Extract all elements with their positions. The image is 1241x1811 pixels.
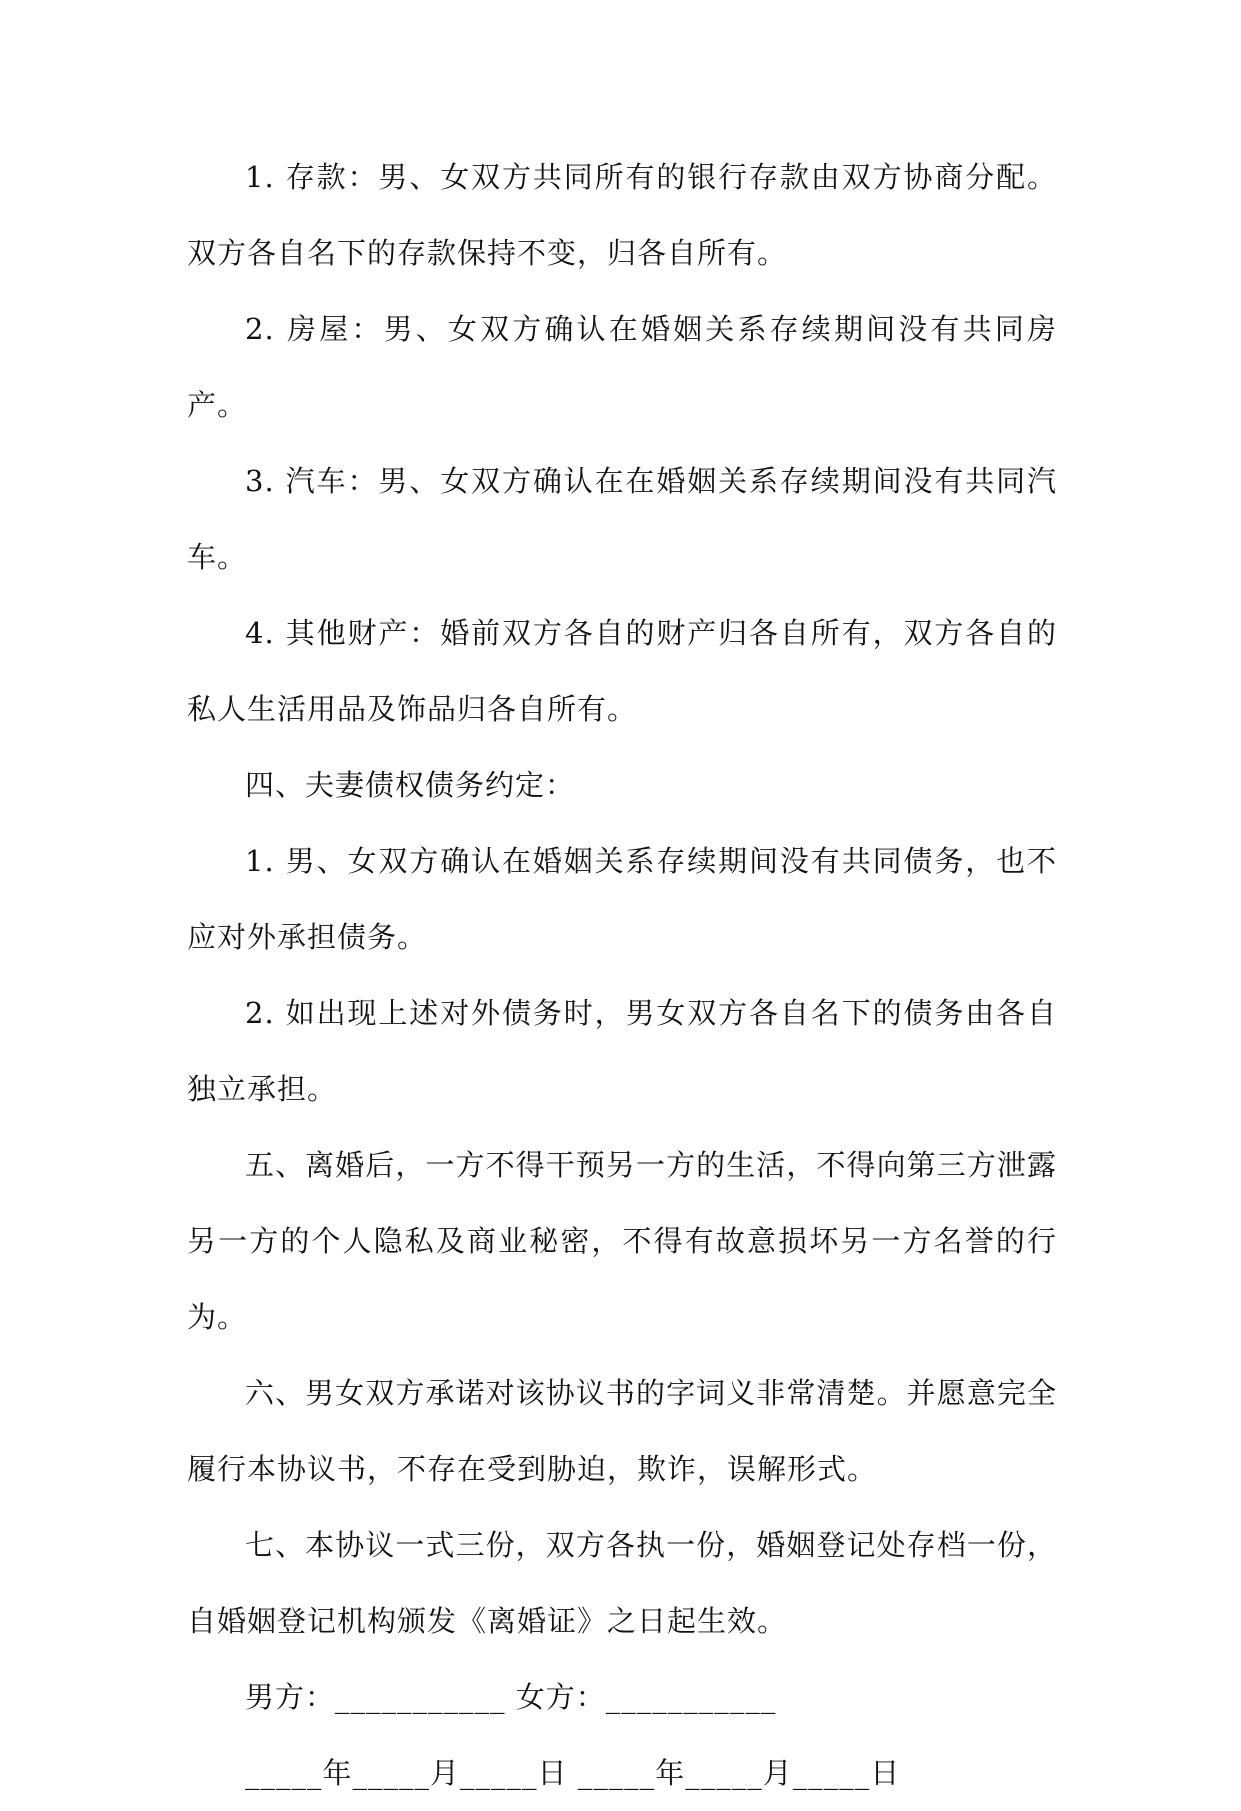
paragraph-car: 3. 汽车：男、女双方确认在在婚姻关系存续期间没有共同汽车。 — [187, 464, 1057, 574]
date-line: _____年_____月_____日 _____年_____月_____日 — [245, 1756, 901, 1790]
paragraph-house: 2. 房屋：男、女双方确认在婚姻关系存续期间没有共同房产。 — [187, 312, 1057, 422]
signature-line: 男方：___________ 女方：___________ — [245, 1680, 777, 1714]
paragraph-deposit: 1. 存款：男、女双方共同所有的银行存款由双方协商分配。双方各自名下的存款保持不变，归各自所有。 — [187, 160, 1057, 270]
paragraph-other-property: 4. 其他财产：婚前双方各自的财产归各自所有，双方各自的私人生活用品及饰品归各自所有。 — [187, 616, 1057, 726]
paragraph-commitment: 六、男女双方承诺对该协议书的字词义非常清楚。并愿意完全履行本协议书，不存在受到胁迫，欺诈，误解形式。 — [187, 1376, 1057, 1486]
paragraph-debt-responsibility: 2. 如出现上述对外债务时，男女双方各自名下的债务由各自独立承担。 — [187, 996, 1057, 1106]
document-body — [187, 139, 1057, 1811]
paragraph-no-common-debt: 1. 男、女双方确认在婚姻关系存续期间没有共同债务，也不应对外承担债务。 — [187, 844, 1057, 954]
paragraph-copies-effective: 七、本协议一式三份，双方各执一份，婚姻登记处存档一份，自婚姻登记机构颁发《离婚证》之日起生效。 — [187, 1528, 1057, 1638]
paragraph-privacy: 五、离婚后，一方不得干预另一方的生活，不得向第三方泄露另一方的个人隐私及商业秘密，不得有故意损坏另一方名誉的行为。 — [187, 1148, 1057, 1334]
section-heading-debts: 四、夫妻债权债务约定： — [245, 768, 576, 802]
